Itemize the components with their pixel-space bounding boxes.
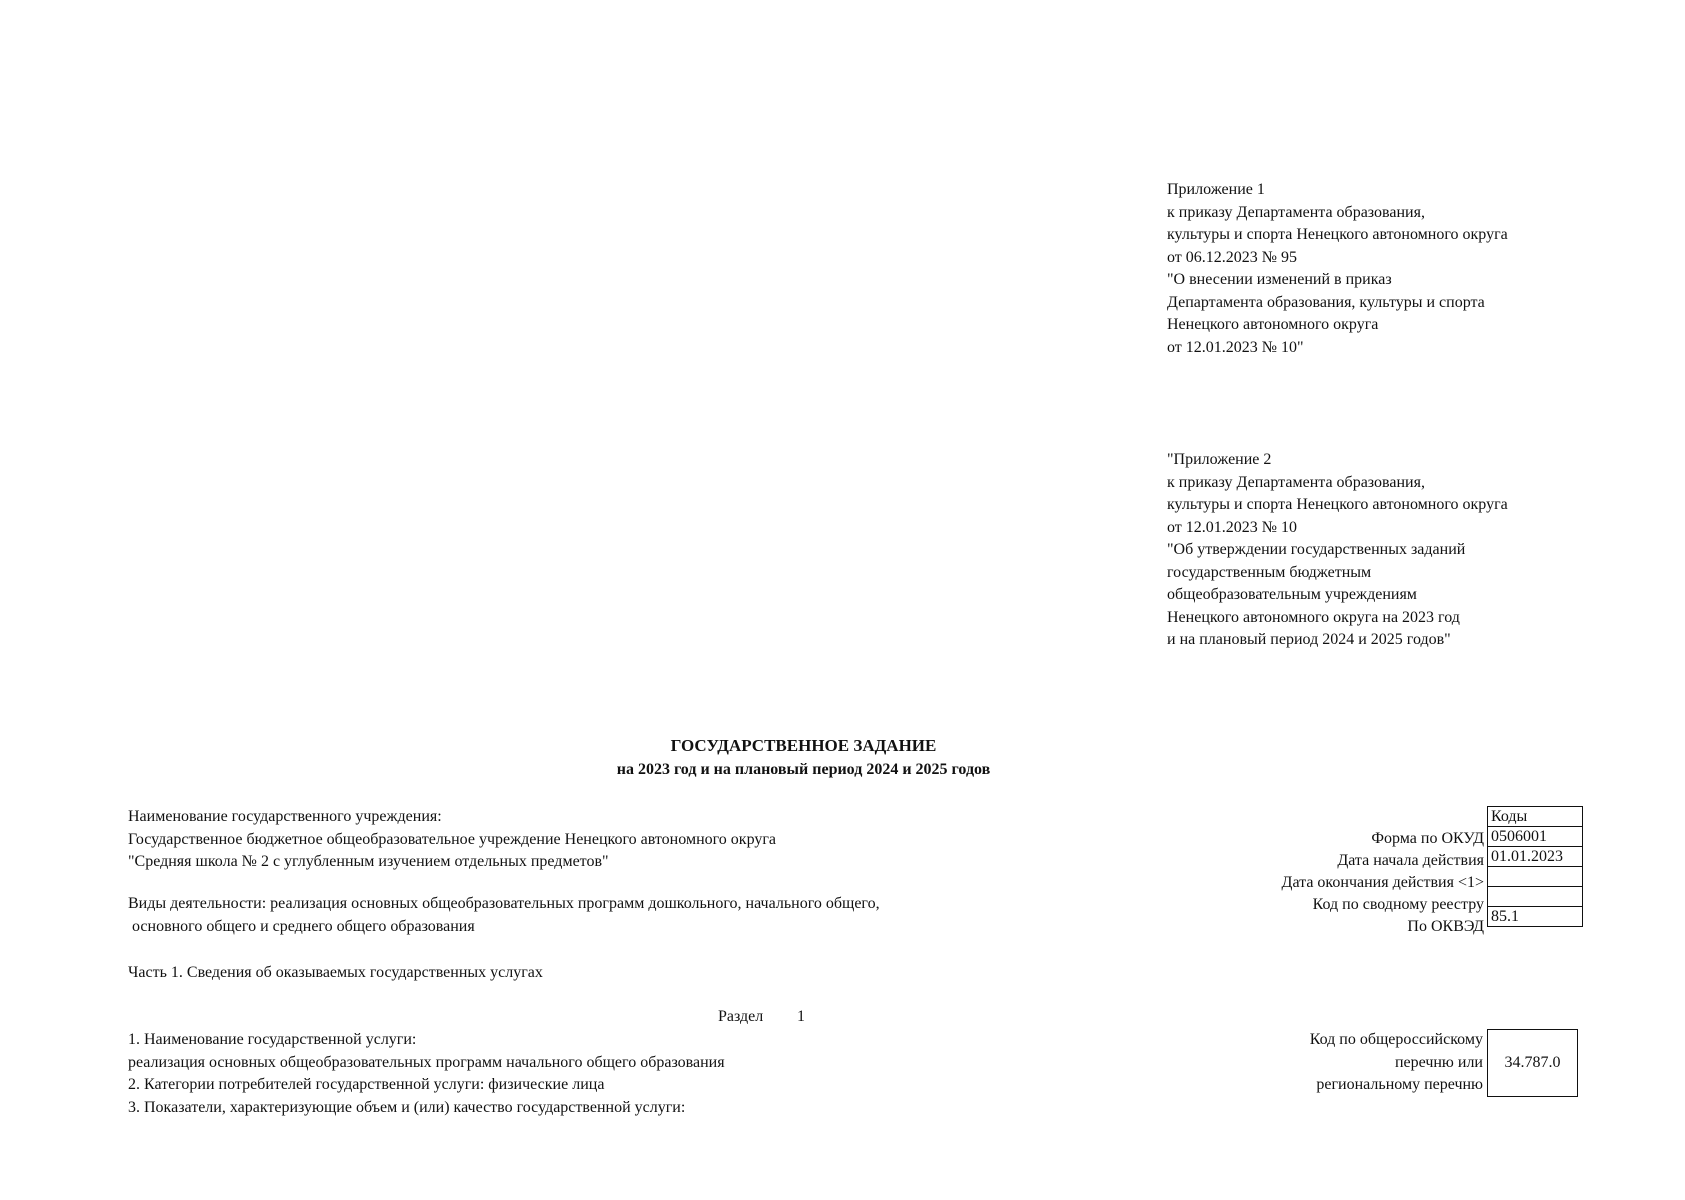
codes-value-start-date: 01.01.2023 <box>1488 847 1583 867</box>
appendix-2-line: от 12.01.2023 № 10 <box>1167 518 1298 536</box>
service-item-1-label: 1. Наименование государственной услуги: <box>128 1031 417 1048</box>
service-item-2: 2. Категории потребителей государственной услуги: физические лица <box>128 1076 605 1093</box>
codes-row <box>1488 827 1583 847</box>
activities-line-2: основного общего и среднего общего образования <box>128 917 475 935</box>
codes-labels <box>1282 806 1484 938</box>
appendix-1-line: "О внесении изменений в приказ <box>1167 271 1392 288</box>
registry-label-line-1: Код по общероссийскому <box>1309 1031 1483 1048</box>
codes-header: Коды <box>1488 807 1583 827</box>
codes-table <box>1487 806 1583 927</box>
appendix-1-header <box>1167 179 1508 359</box>
codes-row <box>1488 867 1583 887</box>
registry-code-box <box>1487 1029 1578 1097</box>
appendix-1-line: от 12.01.2023 № 10" <box>1167 338 1304 356</box>
codes-value-okved: 85.1 <box>1488 907 1583 927</box>
section-label: Раздел <box>718 1008 764 1025</box>
institution-label: Наименование государственного учреждения: <box>128 808 442 825</box>
appendix-2-line: "Приложение 2 <box>1167 451 1272 468</box>
institution-name-line-2: "Средняя школа № 2 с углубленным изучением отдельных предметов" <box>128 853 609 870</box>
codes-value-registry <box>1488 887 1583 907</box>
codes-label-registry: Код по сводному реестру <box>1312 896 1484 913</box>
codes-label-end-date: Дата окончания действия <1> <box>1281 874 1484 891</box>
codes-label-start-date: Дата начала действия <box>1337 852 1484 869</box>
codes-label-spacer <box>1282 806 1484 828</box>
document-subtitle: на 2023 год и на плановый период 2024 и 2025 годов <box>616 761 991 778</box>
codes-header-row <box>1488 807 1583 827</box>
activities-block <box>128 893 880 938</box>
registry-label-line-3: региональному перечню <box>1316 1076 1483 1093</box>
codes-value-end-date <box>1488 867 1583 887</box>
registry-code: 34.787.0 <box>1504 1053 1561 1071</box>
service-block <box>128 1029 725 1119</box>
codes-value-okud: 0506001 <box>1488 827 1583 847</box>
activities-line-1: Виды деятельности: реализация основных общеобразовательных программ дошкольного, начального общего, <box>128 895 880 912</box>
codes-row <box>1488 907 1583 927</box>
appendix-2-line: общеобразовательным учреждениям <box>1167 586 1417 603</box>
appendix-1-line: Департамента образования, культуры и спорта <box>1167 293 1485 311</box>
appendix-2-line: к приказу Департамента образования, <box>1167 473 1425 491</box>
appendix-2-line: культуры и спорта Ненецкого автономного округа <box>1167 496 1508 513</box>
service-item-1-value: реализация основных общеобразовательных программ начального общего образования <box>128 1053 725 1071</box>
codes-row <box>1488 847 1583 867</box>
appendix-1-line: культуры и спорта Ненецкого автономного округа <box>1167 226 1508 243</box>
institution-block <box>128 806 776 874</box>
appendix-2-header <box>1167 449 1508 652</box>
part-1-heading: Часть 1. Сведения об оказываемых государственных услугах <box>128 964 543 981</box>
document-title: ГОСУДАРСТВЕННОЕ ЗАДАНИЕ <box>670 736 937 755</box>
appendix-2-line: "Об утверждении государственных заданий <box>1167 541 1466 558</box>
codes-label-okud: Форма по ОКУД <box>1371 830 1484 847</box>
appendix-2-line: Ненецкого автономного округа на 2023 год <box>1167 608 1460 626</box>
appendix-1-line: Приложение 1 <box>1167 181 1265 198</box>
codes-row <box>1488 887 1583 907</box>
appendix-2-line: и на плановый период 2024 и 2025 годов" <box>1167 631 1451 648</box>
registry-label-line-2: перечню или <box>1394 1053 1483 1071</box>
appendix-1-line: от 06.12.2023 № 95 <box>1167 248 1298 266</box>
appendix-1-line: к приказу Департамента образования, <box>1167 203 1425 221</box>
appendix-2-line: государственным бюджетным <box>1167 563 1372 581</box>
registry-labels <box>1310 1029 1483 1097</box>
codes-label-okved: По ОКВЭД <box>1407 918 1484 935</box>
appendix-1-line: Ненецкого автономного округа <box>1167 316 1379 333</box>
section-number: 1 <box>797 1008 805 1025</box>
service-item-3: 3. Показатели, характеризующие объем и (или) качество государственной услуги: <box>128 1098 686 1116</box>
institution-name-line-1: Государственное бюджетное общеобразовательное учреждение Ненецкого автономного округа <box>128 830 777 848</box>
